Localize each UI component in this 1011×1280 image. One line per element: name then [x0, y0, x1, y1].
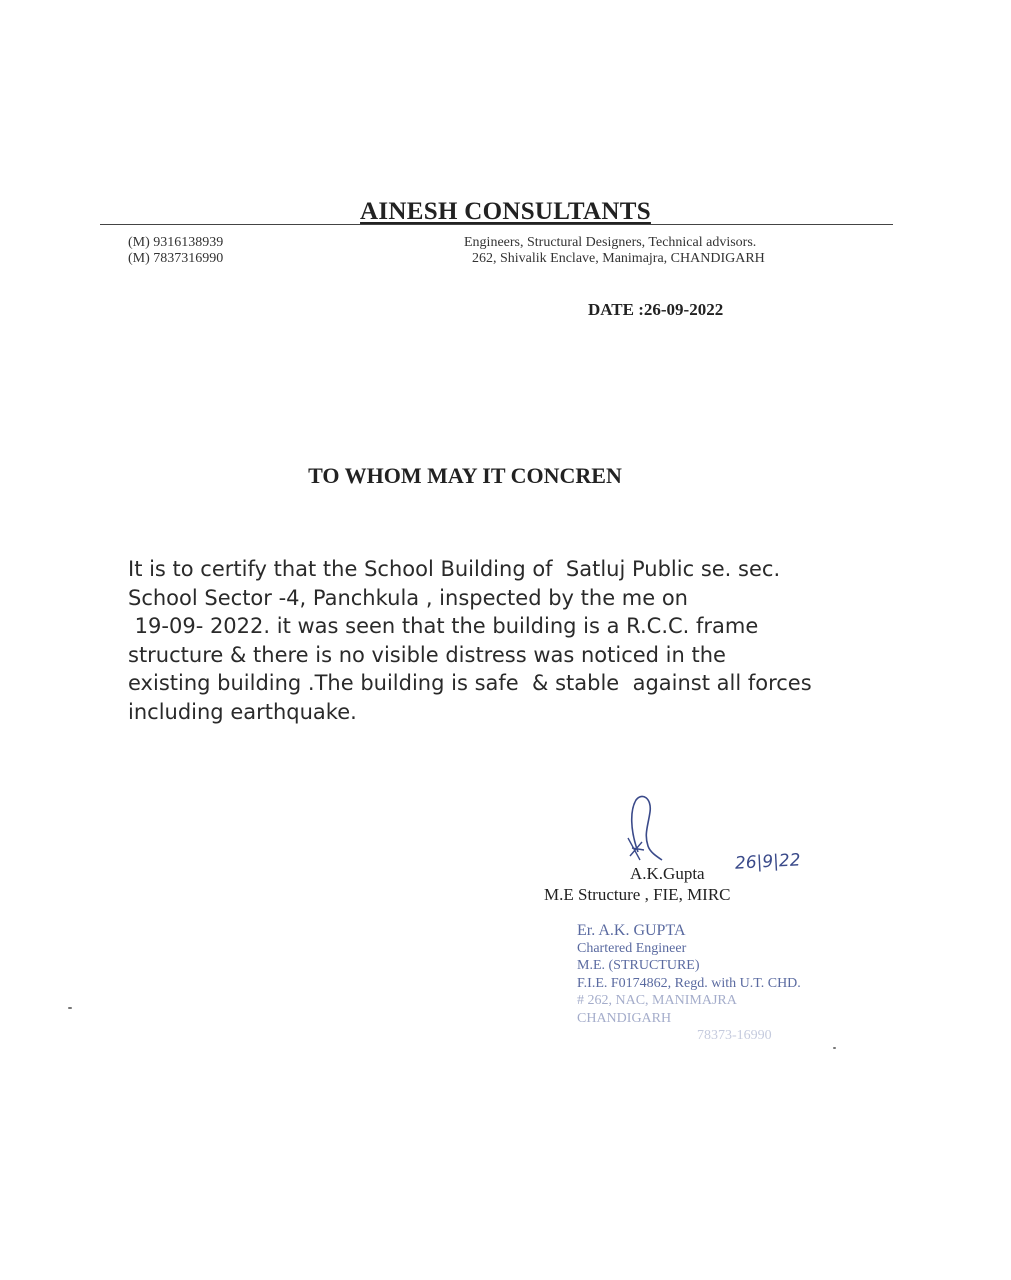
engineer-stamp — [577, 922, 801, 1045]
company-name: AINESH CONSULTANTS — [360, 198, 651, 225]
stamp-degree: M.E. (STRUCTURE) — [577, 958, 700, 973]
body-line: structure & there is no visible distress was noticed in the — [128, 642, 726, 667]
phone-block — [128, 235, 223, 267]
phone-1: (M) 9316138939 — [128, 235, 224, 250]
stamp-name: Er. A.K. GUPTA — [577, 922, 686, 939]
scan-speck — [68, 1007, 72, 1009]
stamp-phone: 78373-16990 — [697, 1028, 772, 1043]
signature-scribble — [600, 790, 680, 870]
firm-tagline: Engineers, Structural Designers, Technical advisors. — [464, 235, 757, 250]
stamp-city: CHANDIGARH — [577, 1010, 672, 1026]
handwritten-date: 26|9|22 — [734, 850, 802, 874]
certificate-body — [128, 555, 848, 726]
stamp-registration: F.I.E. F0174862, Regd. with U.T. CHD. — [577, 975, 801, 991]
body-line: including earthquake. — [128, 699, 357, 724]
stamp-address: # 262, NAC, MANIMAJRA — [577, 993, 737, 1008]
body-line: existing building .The building is safe & stable against all forces — [128, 671, 812, 695]
signatory-qualifications: M.E Structure , FIE, MIRC — [544, 885, 731, 904]
body-line: It is to certify that the School Building of Satluj Public se. sec. — [128, 557, 781, 581]
phone-2: (M) 7837316990 — [128, 251, 224, 266]
letter-heading: TO WHOM MAY IT CONCREN — [308, 463, 622, 488]
header-rule — [100, 224, 893, 225]
letter-date: DATE :26-09-2022 — [588, 300, 724, 319]
body-line: School Sector -4, Panchkula , inspected by the me on — [128, 585, 688, 610]
stamp-title: Chartered Engineer — [577, 940, 687, 956]
body-line: 19-09- 2022. it was seen that the building is a R.C.C. frame — [128, 614, 759, 638]
scan-speck — [833, 1047, 836, 1049]
firm-details — [464, 235, 765, 267]
signatory-name: A.K.Gupta — [630, 864, 705, 883]
firm-address: 262, Shivalik Enclave, Manimajra, CHANDIGARH — [472, 251, 765, 266]
